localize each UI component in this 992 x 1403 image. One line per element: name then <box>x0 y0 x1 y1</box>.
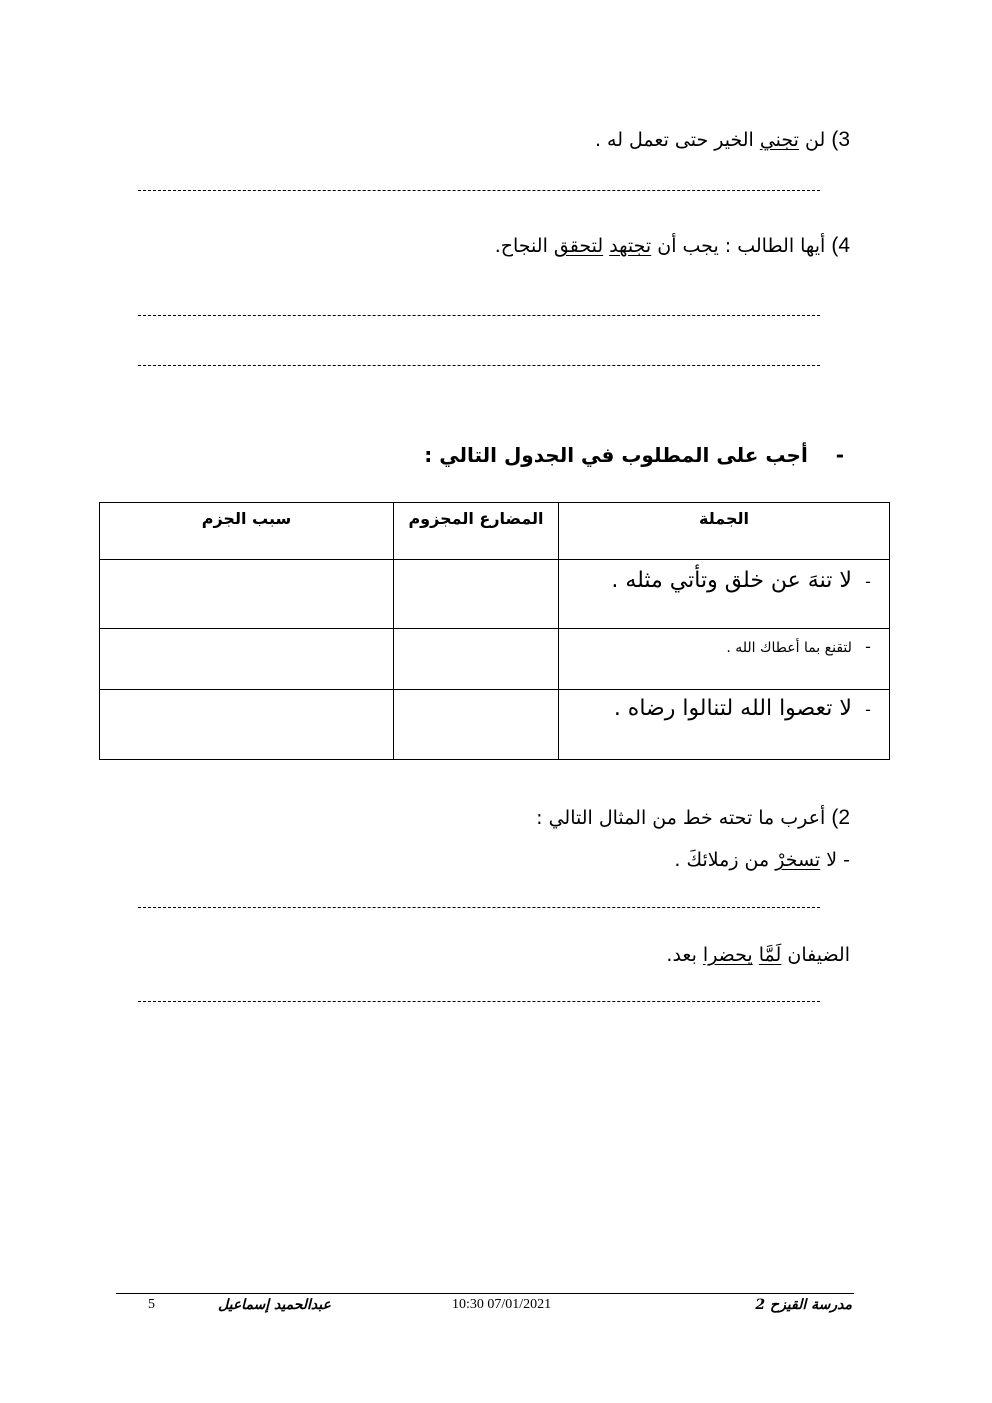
question-number: 4) <box>831 234 850 257</box>
sentence-text: لتقنع بما أعطاك الله . <box>726 640 852 656</box>
example-2 <box>666 944 850 966</box>
question-text: أعرب ما تحته خط من المثال التالي : <box>536 807 832 829</box>
exercise-table <box>99 502 890 760</box>
section-heading <box>424 443 844 467</box>
answer-cell[interactable] <box>394 629 559 690</box>
bullet: - <box>865 637 871 656</box>
answer-line <box>138 365 820 366</box>
answer-line <box>138 315 820 316</box>
question-2 <box>536 806 850 830</box>
question-text: النجاح. <box>494 235 554 257</box>
question-number: 2) <box>831 806 850 829</box>
underlined-word: يحضرا <box>702 944 753 966</box>
table-header-row <box>100 503 890 560</box>
answer-cell[interactable] <box>394 690 559 760</box>
sentence-text: لا تنهَ عن خلق وتأتي مثله . <box>611 568 852 593</box>
footer-divider <box>116 1293 854 1294</box>
table-row <box>100 690 890 760</box>
table-row <box>100 629 890 690</box>
answer-cell[interactable] <box>100 629 394 690</box>
question-text: أيها الطالب : يجب أن <box>651 235 826 257</box>
bullet: - <box>865 572 871 591</box>
page-number: 5 <box>148 1297 155 1312</box>
header-jussive-verb: المضارع المجزوم <box>394 503 559 560</box>
footer-datetime: 10:30 07/01/2021 <box>452 1297 552 1312</box>
question-number: 3) <box>831 128 850 151</box>
heading-title: أجب على المطلوب في الجدول التالي : <box>424 443 808 467</box>
underlined-word: تجتهد <box>609 235 652 257</box>
example-text: الضيفان <box>781 944 850 966</box>
answer-line <box>138 190 820 191</box>
heading-dash: - <box>835 443 844 467</box>
bullet: - <box>865 700 871 719</box>
question-text: الخير حتى تعمل له . <box>594 129 760 151</box>
question-text: لن <box>798 129 826 151</box>
underlined-word: لتحقق <box>553 235 604 257</box>
question-4 <box>495 234 850 258</box>
example-text: بعد. <box>666 944 703 966</box>
sentence-text: لا تعصوا الله لتنالوا رضاه . <box>613 696 852 721</box>
answer-cell[interactable] <box>100 560 394 629</box>
sentence-cell <box>559 560 890 629</box>
underlined-word: لَمَّا <box>758 944 782 966</box>
table-row <box>100 560 890 629</box>
school-name: مدرسة القيزح 2 <box>755 1297 852 1313</box>
author-signature: عبدالحميد إسماعيل <box>218 1297 331 1313</box>
header-reason: سبب الجزم <box>100 503 394 560</box>
sentence-cell <box>559 690 890 760</box>
answer-line <box>138 907 820 908</box>
header-sentence: الجملة <box>559 503 890 560</box>
answer-cell[interactable] <box>394 560 559 629</box>
answer-cell[interactable] <box>100 690 394 760</box>
example-1 <box>674 849 850 871</box>
underlined-word: تسخرْ <box>775 849 821 871</box>
answer-line <box>138 1001 820 1002</box>
underlined-word: تجني <box>759 129 799 151</box>
example-text: - لا <box>820 849 850 871</box>
question-3 <box>595 128 850 152</box>
sentence-cell <box>559 629 890 690</box>
example-text: من زملائكَ . <box>674 849 776 871</box>
